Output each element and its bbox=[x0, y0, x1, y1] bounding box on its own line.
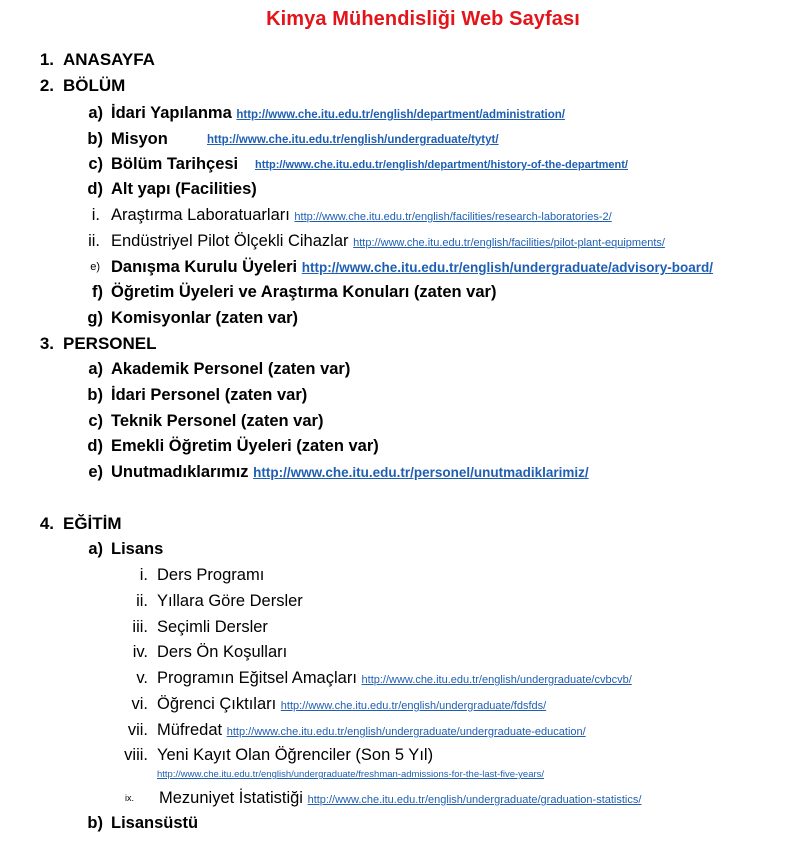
item-label: Yeni Kayıt Olan Öğrenciler (Son 5 Yıl) bbox=[157, 746, 434, 764]
unutmadiklarimiz-link[interactable]: http://www.che.itu.edu.tr/personel/unutmadiklarimiz/ bbox=[253, 465, 589, 480]
item-label: İdari Personel (zaten var) bbox=[111, 386, 308, 404]
item-label: Danışma Kurulu Üyeleri bbox=[111, 258, 298, 276]
item-number: b) bbox=[87, 130, 103, 148]
item-number: viii. bbox=[124, 746, 148, 764]
item-label: Emekli Öğretim Üyeleri (zaten var) bbox=[111, 437, 379, 455]
item-number: g) bbox=[87, 309, 103, 327]
item-label: EĞİTİM bbox=[63, 514, 122, 533]
administration-link[interactable]: http://www.che.itu.edu.tr/english/department/administration/ bbox=[236, 109, 565, 121]
item-number: vii. bbox=[127, 721, 148, 739]
research-labs-link[interactable]: http://www.che.itu.edu.tr/english/facilities/research-laboratories-2/ bbox=[294, 211, 612, 223]
misyon-link[interactable]: http://www.che.itu.edu.tr/english/undergraduate/tytyt/ bbox=[207, 134, 499, 146]
item-label: Mezuniyet İstatistiği bbox=[159, 789, 303, 807]
item-label: ANASAYFA bbox=[63, 50, 155, 69]
item-number: a) bbox=[88, 104, 103, 122]
item-label: Yıllara Göre Dersler bbox=[157, 592, 303, 610]
item-label: Ders Ön Koşulları bbox=[157, 643, 288, 661]
item-number: b) bbox=[87, 386, 103, 404]
item-label: Araştırma Laboratuarları bbox=[111, 206, 290, 224]
item-number: i. bbox=[91, 206, 100, 224]
item-label: İdari Yapılanma bbox=[111, 104, 232, 122]
item-label: Ders Programı bbox=[157, 566, 265, 584]
item-label: Lisans bbox=[111, 540, 164, 558]
freshman-admissions-link[interactable]: http://www.che.itu.edu.tr/english/undergraduate/freshman-admissions-for-the-last-five-years/ bbox=[157, 769, 545, 780]
item-number: ix. bbox=[125, 793, 134, 803]
history-link[interactable]: http://www.che.itu.edu.tr/english/department/history-of-the-department/ bbox=[255, 159, 628, 171]
item-number: c) bbox=[88, 155, 103, 173]
item-number: ii. bbox=[88, 232, 100, 250]
item-number: ii. bbox=[136, 592, 148, 610]
item-number: i. bbox=[139, 566, 148, 584]
item-number: vi. bbox=[131, 695, 148, 713]
item-number: d) bbox=[87, 437, 103, 455]
pilot-plant-link[interactable]: http://www.che.itu.edu.tr/english/facilities/pilot-plant-equipments/ bbox=[353, 237, 665, 249]
item-number: e) bbox=[90, 261, 100, 273]
item-label: Bölüm Tarihçesi bbox=[111, 155, 239, 173]
curriculum-link[interactable]: http://www.che.itu.edu.tr/english/undergraduate/undergraduate-education/ bbox=[226, 726, 586, 738]
item-number: a) bbox=[88, 360, 103, 378]
item-label: Komisyonlar (zaten var) bbox=[111, 309, 299, 327]
graduation-statistics-link[interactable]: http://www.che.itu.edu.tr/english/undergraduate/graduation-statistics/ bbox=[307, 794, 642, 806]
item-label: Unutmadıklarımız bbox=[111, 463, 249, 481]
item-number: 1. bbox=[39, 50, 54, 69]
item-label: Akademik Personel (zaten var) bbox=[111, 360, 351, 378]
item-label: Endüstriyel Pilot Ölçekli Cihazlar bbox=[111, 232, 349, 250]
item-number: v. bbox=[136, 669, 148, 687]
item-number: 3. bbox=[39, 334, 54, 353]
item-number: b) bbox=[87, 814, 103, 832]
item-number: iv. bbox=[132, 643, 148, 661]
page-title: Kimya Mühendisliği Web Sayfası bbox=[266, 8, 580, 30]
item-label: Seçimli Dersler bbox=[157, 618, 268, 636]
item-number: 2. bbox=[39, 76, 54, 95]
item-label: PERSONEL bbox=[63, 334, 157, 353]
student-outcomes-link[interactable]: http://www.che.itu.edu.tr/english/undergraduate/fdsfds/ bbox=[280, 700, 547, 712]
item-number: f) bbox=[92, 283, 103, 301]
item-label: Misyon bbox=[111, 130, 168, 148]
item-number: iii. bbox=[132, 618, 148, 636]
item-number: c) bbox=[88, 412, 103, 430]
advisory-board-link[interactable]: http://www.che.itu.edu.tr/english/undergraduate/advisory-board/ bbox=[301, 260, 714, 275]
item-label: Öğretim Üyeleri ve Araştırma Konuları (zaten var) bbox=[111, 283, 497, 301]
item-number: d) bbox=[87, 180, 103, 198]
item-label: Lisansüstü bbox=[111, 814, 199, 832]
educational-objectives-link[interactable]: http://www.che.itu.edu.tr/english/undergraduate/cvbcvb/ bbox=[361, 674, 632, 686]
item-label: Programın Eğitsel Amaçları bbox=[157, 669, 357, 687]
item-label: Teknik Personel (zaten var) bbox=[111, 412, 324, 430]
item-label: Öğrenci Çıktıları bbox=[157, 695, 277, 713]
item-number: e) bbox=[88, 463, 103, 481]
item-label: Müfredat bbox=[157, 721, 223, 739]
item-label: BÖLÜM bbox=[63, 76, 126, 95]
item-number: a) bbox=[88, 540, 103, 558]
item-label: Alt yapı (Facilities) bbox=[111, 180, 257, 198]
item-number: 4. bbox=[39, 514, 54, 533]
